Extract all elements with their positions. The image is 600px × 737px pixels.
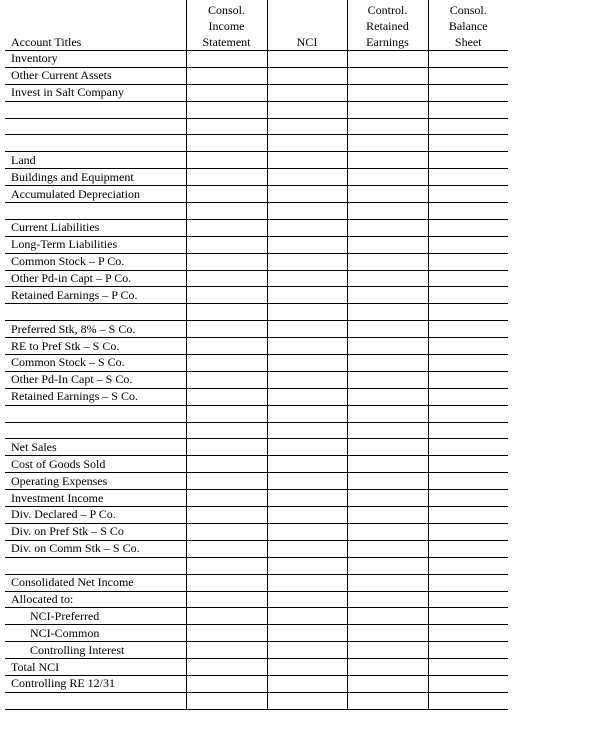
retained-earnings-cell[interactable] — [347, 371, 428, 388]
income-statement-cell[interactable] — [186, 219, 267, 236]
balance-sheet-cell[interactable] — [428, 304, 508, 321]
income-statement-cell[interactable] — [186, 67, 267, 84]
nci-cell[interactable] — [267, 304, 347, 321]
retained-earnings-cell[interactable] — [347, 625, 428, 642]
income-statement-cell[interactable] — [186, 388, 267, 405]
balance-sheet-cell[interactable] — [428, 219, 508, 236]
table-row — [5, 203, 508, 220]
retained-earnings-cell[interactable] — [347, 456, 428, 473]
income-statement-cell[interactable] — [186, 321, 267, 338]
income-statement-cell[interactable] — [186, 287, 267, 304]
nci-cell[interactable] — [267, 422, 347, 439]
balance-sheet-cell[interactable] — [428, 675, 508, 692]
income-statement-cell[interactable] — [186, 270, 267, 287]
account-title-cell — [5, 203, 186, 220]
retained-earnings-cell[interactable] — [347, 253, 428, 270]
retained-earnings-cell[interactable] — [347, 557, 428, 574]
balance-sheet-cell[interactable] — [428, 388, 508, 405]
table-row — [5, 371, 508, 388]
table-row — [5, 422, 508, 439]
retained-earnings-cell[interactable] — [347, 388, 428, 405]
nci-cell[interactable] — [267, 574, 347, 591]
account-title-cell: Cost of Goods Sold — [5, 456, 186, 473]
nci-cell[interactable] — [267, 557, 347, 574]
table-row — [5, 84, 508, 101]
header-income-statement — [186, 0, 267, 51]
account-title-cell: Retained Earnings – P Co. — [5, 287, 186, 304]
nci-cell[interactable] — [267, 287, 347, 304]
account-title-cell: Investment Income — [5, 490, 186, 507]
account-title-cell: Consolidated Net Income — [5, 574, 186, 591]
retained-earnings-cell[interactable] — [347, 507, 428, 524]
table-row — [5, 101, 508, 118]
account-title-cell — [5, 422, 186, 439]
nci-cell[interactable] — [267, 675, 347, 692]
balance-sheet-cell[interactable] — [428, 321, 508, 338]
account-title-cell: Controlling RE 12/31 — [5, 675, 186, 692]
retained-earnings-cell[interactable] — [347, 422, 428, 439]
income-statement-cell[interactable] — [186, 101, 267, 118]
nci-cell[interactable] — [267, 355, 347, 372]
income-statement-cell[interactable] — [186, 642, 267, 659]
table-row — [5, 608, 508, 625]
table-row — [5, 186, 508, 203]
header-income-statement-line: Statement — [202, 35, 251, 49]
table-row — [5, 304, 508, 321]
income-statement-cell[interactable] — [186, 540, 267, 557]
account-title-cell: Accumulated Depreciation — [5, 186, 186, 203]
account-title-cell: Div. Declared – P Co. — [5, 507, 186, 524]
balance-sheet-cell[interactable] — [428, 338, 508, 355]
nci-cell[interactable] — [267, 51, 347, 68]
nci-cell[interactable] — [267, 67, 347, 84]
retained-earnings-cell[interactable] — [347, 574, 428, 591]
account-title-cell — [5, 405, 186, 422]
balance-sheet-cell[interactable] — [428, 625, 508, 642]
header-balance-sheet — [428, 0, 508, 51]
nci-cell[interactable] — [267, 371, 347, 388]
table-row — [5, 405, 508, 422]
account-title-cell — [5, 557, 186, 574]
retained-earnings-cell[interactable] — [347, 287, 428, 304]
income-statement-cell[interactable] — [186, 304, 267, 321]
header-retained-earnings-line: Earnings — [366, 35, 409, 49]
balance-sheet-cell[interactable] — [428, 152, 508, 169]
nci-cell[interactable] — [267, 507, 347, 524]
account-title-cell: Allocated to: — [5, 591, 186, 608]
account-title-cell: Retained Earnings – S Co. — [5, 388, 186, 405]
nci-cell[interactable] — [267, 84, 347, 101]
retained-earnings-cell[interactable] — [347, 236, 428, 253]
table-row — [5, 473, 508, 490]
account-title-cell: Total NCI — [5, 659, 186, 676]
account-title-cell — [5, 692, 186, 709]
retained-earnings-cell[interactable] — [347, 490, 428, 507]
balance-sheet-cell[interactable] — [428, 574, 508, 591]
account-title-cell — [5, 118, 186, 135]
income-statement-cell[interactable] — [186, 574, 267, 591]
retained-earnings-cell[interactable] — [347, 659, 428, 676]
nci-cell[interactable] — [267, 135, 347, 152]
income-statement-cell[interactable] — [186, 422, 267, 439]
income-statement-cell[interactable] — [186, 152, 267, 169]
balance-sheet-cell[interactable] — [428, 507, 508, 524]
account-title-cell: NCI-Preferred — [5, 608, 186, 625]
balance-sheet-cell[interactable] — [428, 422, 508, 439]
balance-sheet-cell[interactable] — [428, 659, 508, 676]
income-statement-cell[interactable] — [186, 51, 267, 68]
nci-cell[interactable] — [267, 439, 347, 456]
retained-earnings-cell[interactable] — [347, 338, 428, 355]
retained-earnings-cell[interactable] — [347, 152, 428, 169]
income-statement-cell[interactable] — [186, 523, 267, 540]
table-row — [5, 338, 508, 355]
retained-earnings-cell[interactable] — [347, 355, 428, 372]
consolidation-worksheet — [5, 0, 508, 710]
balance-sheet-cell[interactable] — [428, 236, 508, 253]
header-balance-sheet-line: Consol. — [449, 3, 487, 17]
account-title-cell: Net Sales — [5, 439, 186, 456]
account-title-cell: Other Current Assets — [5, 67, 186, 84]
nci-cell[interactable] — [267, 253, 347, 270]
account-title-cell: Common Stock – P Co. — [5, 253, 186, 270]
nci-cell[interactable] — [267, 692, 347, 709]
balance-sheet-cell[interactable] — [428, 608, 508, 625]
retained-earnings-cell[interactable] — [347, 405, 428, 422]
income-statement-cell[interactable] — [186, 405, 267, 422]
table-row — [5, 540, 508, 557]
nci-cell[interactable] — [267, 152, 347, 169]
table-row — [5, 692, 508, 709]
table-row — [5, 456, 508, 473]
balance-sheet-cell[interactable] — [428, 557, 508, 574]
table-row — [5, 152, 508, 169]
header-row — [5, 0, 508, 51]
income-statement-cell[interactable] — [186, 625, 267, 642]
balance-sheet-cell[interactable] — [428, 270, 508, 287]
income-statement-cell[interactable] — [186, 84, 267, 101]
balance-sheet-cell[interactable] — [428, 692, 508, 709]
header-retained-earnings-line: Control. — [367, 3, 408, 17]
header-retained-earnings — [347, 0, 428, 51]
table-row — [5, 355, 508, 372]
nci-cell[interactable] — [267, 642, 347, 659]
table-row — [5, 490, 508, 507]
account-title-cell: Invest in Salt Company — [5, 84, 186, 101]
account-title-cell: Preferred Stk, 8% – S Co. — [5, 321, 186, 338]
balance-sheet-cell[interactable] — [428, 405, 508, 422]
nci-cell[interactable] — [267, 625, 347, 642]
table-row — [5, 135, 508, 152]
nci-cell[interactable] — [267, 388, 347, 405]
table-row — [5, 287, 508, 304]
income-statement-cell[interactable] — [186, 203, 267, 220]
table-row — [5, 253, 508, 270]
table-row — [5, 51, 508, 68]
table-row — [5, 591, 508, 608]
income-statement-cell[interactable] — [186, 439, 267, 456]
account-title-cell: Current Liabilities — [5, 219, 186, 236]
table-row — [5, 388, 508, 405]
balance-sheet-cell[interactable] — [428, 540, 508, 557]
balance-sheet-cell[interactable] — [428, 101, 508, 118]
table-row — [5, 642, 508, 659]
table-row — [5, 67, 508, 84]
retained-earnings-cell[interactable] — [347, 270, 428, 287]
header-account-titles: Account Titles — [5, 0, 186, 51]
table-row — [5, 219, 508, 236]
balance-sheet-cell[interactable] — [428, 253, 508, 270]
nci-cell[interactable] — [267, 523, 347, 540]
balance-sheet-cell[interactable] — [428, 203, 508, 220]
table-row — [5, 675, 508, 692]
retained-earnings-cell[interactable] — [347, 51, 428, 68]
income-statement-cell[interactable] — [186, 473, 267, 490]
header-income-statement-line: Consol. — [207, 3, 245, 17]
table-row — [5, 118, 508, 135]
balance-sheet-cell[interactable] — [428, 67, 508, 84]
nci-cell[interactable] — [267, 203, 347, 220]
account-title-cell: Controlling Interest — [5, 642, 186, 659]
retained-earnings-cell[interactable] — [347, 84, 428, 101]
nci-cell[interactable] — [267, 608, 347, 625]
income-statement-cell[interactable] — [186, 118, 267, 135]
nci-cell[interactable] — [267, 338, 347, 355]
income-statement-cell[interactable] — [186, 371, 267, 388]
nci-cell[interactable] — [267, 405, 347, 422]
income-statement-cell[interactable] — [186, 236, 267, 253]
table-row — [5, 439, 508, 456]
retained-earnings-cell[interactable] — [347, 135, 428, 152]
retained-earnings-cell[interactable] — [347, 219, 428, 236]
header-balance-sheet-line: Sheet — [454, 35, 482, 49]
income-statement-cell[interactable] — [186, 608, 267, 625]
nci-cell[interactable] — [267, 321, 347, 338]
income-statement-cell[interactable] — [186, 253, 267, 270]
table-row — [5, 270, 508, 287]
nci-cell[interactable] — [267, 270, 347, 287]
account-title-cell: Buildings and Equipment — [5, 169, 186, 186]
balance-sheet-cell[interactable] — [428, 439, 508, 456]
retained-earnings-cell[interactable] — [347, 169, 428, 186]
account-title-cell: Other Pd-in Capt – P Co. — [5, 270, 186, 287]
retained-earnings-cell[interactable] — [347, 321, 428, 338]
income-statement-cell[interactable] — [186, 557, 267, 574]
income-statement-cell[interactable] — [186, 675, 267, 692]
table-row — [5, 236, 508, 253]
retained-earnings-cell[interactable] — [347, 473, 428, 490]
retained-earnings-cell[interactable] — [347, 67, 428, 84]
account-title-cell: Long-Term Liabilities — [5, 236, 186, 253]
nci-cell[interactable] — [267, 118, 347, 135]
retained-earnings-cell[interactable] — [347, 642, 428, 659]
account-title-cell: Common Stock – S Co. — [5, 355, 186, 372]
table-row — [5, 321, 508, 338]
nci-cell[interactable] — [267, 456, 347, 473]
nci-cell[interactable] — [267, 101, 347, 118]
income-statement-cell[interactable] — [186, 186, 267, 203]
balance-sheet-cell[interactable] — [428, 473, 508, 490]
balance-sheet-cell[interactable] — [428, 371, 508, 388]
retained-earnings-cell[interactable] — [347, 675, 428, 692]
account-title-cell: Land — [5, 152, 186, 169]
account-title-cell: NCI-Common — [5, 625, 186, 642]
account-title-cell: Other Pd-In Capt – S Co. — [5, 371, 186, 388]
retained-earnings-cell[interactable] — [347, 101, 428, 118]
table-row — [5, 625, 508, 642]
retained-earnings-cell[interactable] — [347, 186, 428, 203]
balance-sheet-cell[interactable] — [428, 84, 508, 101]
account-title-cell — [5, 101, 186, 118]
nci-cell[interactable] — [267, 236, 347, 253]
worksheet-body — [5, 51, 508, 710]
nci-cell[interactable] — [267, 219, 347, 236]
retained-earnings-cell[interactable] — [347, 203, 428, 220]
header-retained-earnings-line: Retained — [366, 19, 409, 33]
income-statement-cell[interactable] — [186, 692, 267, 709]
account-title-cell: Div. on Pref Stk – S Co — [5, 523, 186, 540]
table-row — [5, 169, 508, 186]
table-row — [5, 557, 508, 574]
balance-sheet-cell[interactable] — [428, 591, 508, 608]
account-title-cell: RE to Pref Stk – S Co. — [5, 338, 186, 355]
nci-cell[interactable] — [267, 591, 347, 608]
income-statement-cell[interactable] — [186, 507, 267, 524]
retained-earnings-cell[interactable] — [347, 118, 428, 135]
header-balance-sheet-line: Balance — [448, 19, 488, 33]
income-statement-cell[interactable] — [186, 456, 267, 473]
income-statement-cell[interactable] — [186, 490, 267, 507]
retained-earnings-cell[interactable] — [347, 692, 428, 709]
income-statement-cell[interactable] — [186, 355, 267, 372]
header-nci: NCI — [267, 0, 347, 51]
nci-cell[interactable] — [267, 540, 347, 557]
table-row — [5, 507, 508, 524]
table-row — [5, 523, 508, 540]
balance-sheet-cell[interactable] — [428, 490, 508, 507]
table-row — [5, 659, 508, 676]
balance-sheet-cell[interactable] — [428, 51, 508, 68]
balance-sheet-cell[interactable] — [428, 186, 508, 203]
balance-sheet-cell[interactable] — [428, 118, 508, 135]
account-title-cell: Operating Expenses — [5, 473, 186, 490]
income-statement-cell[interactable] — [186, 659, 267, 676]
balance-sheet-cell[interactable] — [428, 355, 508, 372]
retained-earnings-cell[interactable] — [347, 304, 428, 321]
retained-earnings-cell[interactable] — [347, 523, 428, 540]
nci-cell[interactable] — [267, 473, 347, 490]
balance-sheet-cell[interactable] — [428, 135, 508, 152]
income-statement-cell[interactable] — [186, 135, 267, 152]
account-title-cell — [5, 304, 186, 321]
retained-earnings-cell[interactable] — [347, 439, 428, 456]
account-title-cell — [5, 135, 186, 152]
header-income-statement-line: Income — [208, 19, 245, 33]
retained-earnings-cell[interactable] — [347, 540, 428, 557]
retained-earnings-cell[interactable] — [347, 608, 428, 625]
nci-cell[interactable] — [267, 169, 347, 186]
nci-cell[interactable] — [267, 186, 347, 203]
balance-sheet-cell[interactable] — [428, 169, 508, 186]
nci-cell[interactable] — [267, 490, 347, 507]
retained-earnings-cell[interactable] — [347, 591, 428, 608]
income-statement-cell[interactable] — [186, 338, 267, 355]
account-title-cell: Inventory — [5, 51, 186, 68]
income-statement-cell[interactable] — [186, 591, 267, 608]
balance-sheet-cell[interactable] — [428, 642, 508, 659]
balance-sheet-cell[interactable] — [428, 456, 508, 473]
balance-sheet-cell[interactable] — [428, 287, 508, 304]
table-row — [5, 574, 508, 591]
account-title-cell: Div. on Comm Stk – S Co. — [5, 540, 186, 557]
income-statement-cell[interactable] — [186, 169, 267, 186]
balance-sheet-cell[interactable] — [428, 523, 508, 540]
nci-cell[interactable] — [267, 659, 347, 676]
